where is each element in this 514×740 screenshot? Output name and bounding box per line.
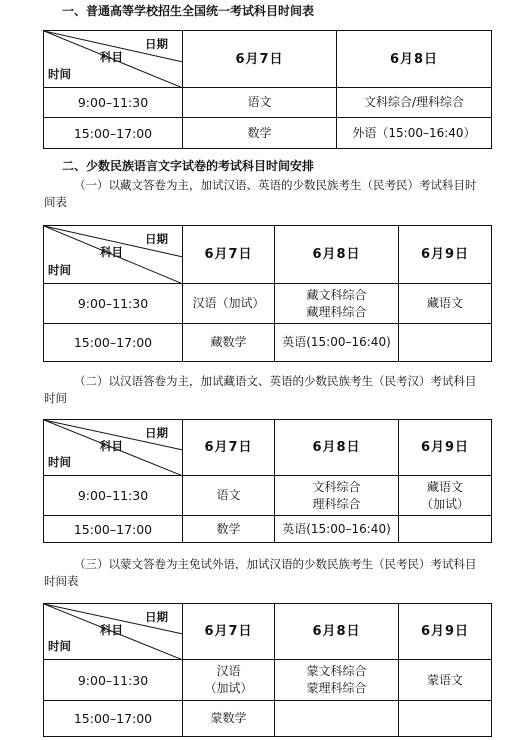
schedule-table-2 xyxy=(43,225,492,362)
subject-cell: 藏数学 xyxy=(183,324,275,362)
table-row xyxy=(44,660,492,701)
table-row xyxy=(44,324,492,362)
sub3-intro: （三）以蒙文答卷为主免试外语，加试汉语的少数民族考生（民考民）考试科目时间表 xyxy=(44,557,477,588)
time-cell: 15:00–17:00 xyxy=(44,118,183,149)
schedule-table-3 xyxy=(43,419,492,543)
subject-cell: 语文 xyxy=(183,88,337,118)
subject-cell xyxy=(399,701,492,737)
date-header: 6月7日 xyxy=(183,226,275,284)
subject-line: 藏理科综合 xyxy=(306,304,367,319)
corner-time-label: 时间 xyxy=(48,639,71,653)
time-cell: 9:00–11:30 xyxy=(44,476,183,516)
subject-cell: 蒙数学 xyxy=(183,701,275,737)
time-cell: 9:00–11:30 xyxy=(44,660,183,701)
corner-date-label: 日期 xyxy=(145,232,168,246)
date-header: 6月7日 xyxy=(183,604,275,660)
date-header: 6月8日 xyxy=(275,604,399,660)
sub2-intro: （二）以汉语答卷为主，加试藏语文、英语的少数民族考生（民考汉）考试科目时间 xyxy=(44,374,477,405)
corner-header xyxy=(44,420,183,476)
date-header: 6月7日 xyxy=(183,31,337,88)
time-cell: 9:00–11:30 xyxy=(44,88,183,118)
subject-cell xyxy=(399,324,492,362)
corner-date-label: 日期 xyxy=(145,37,168,51)
subject-line: 理科综合 xyxy=(312,496,361,511)
corner-subject-label: 科目 xyxy=(100,245,123,259)
corner-header xyxy=(44,226,183,284)
corner-subject-label: 科目 xyxy=(100,439,123,453)
subject-line: 汉语 xyxy=(216,664,241,678)
subject-cell xyxy=(275,660,399,701)
subject-cell xyxy=(183,660,275,701)
subject-cell: 汉语（加试） xyxy=(183,284,275,324)
corner-time-label: 时间 xyxy=(48,67,71,81)
time-cell: 9:00–11:30 xyxy=(44,284,183,324)
date-header: 6月8日 xyxy=(275,420,399,476)
corner-header xyxy=(44,31,183,88)
table-row xyxy=(44,284,492,324)
date-header: 6月9日 xyxy=(399,420,492,476)
subject-cell: 藏语文 xyxy=(399,284,492,324)
date-header: 6月9日 xyxy=(399,604,492,660)
subject-cell xyxy=(399,476,492,516)
section1-title: 一、普通高等学校招生全国统一考试科目时间表 xyxy=(62,4,315,18)
date-header: 6月8日 xyxy=(275,226,399,284)
time-cell: 15:00–17:00 xyxy=(44,516,183,543)
subject-cell xyxy=(275,284,399,324)
schedule-table-1 xyxy=(43,30,492,149)
time-cell: 15:00–17:00 xyxy=(44,701,183,737)
date-header: 6月7日 xyxy=(183,420,275,476)
table-row xyxy=(44,701,492,737)
subject-cell: 蒙语文 xyxy=(399,660,492,701)
subject-cell: 文科综合/理科综合 xyxy=(337,88,492,118)
corner-date-label: 日期 xyxy=(145,426,168,440)
subject-cell: 数学 xyxy=(183,118,337,149)
subject-line: （加试） xyxy=(204,681,253,695)
corner-header xyxy=(44,604,183,660)
table-row xyxy=(44,88,492,118)
subject-cell: 语文 xyxy=(183,476,275,516)
subject-cell xyxy=(275,701,399,737)
date-header: 6月8日 xyxy=(337,31,492,88)
subject-cell: 数学 xyxy=(183,516,275,543)
corner-time-label: 时间 xyxy=(48,455,71,469)
subject-line: 蒙文科综合 xyxy=(306,664,367,678)
corner-time-label: 时间 xyxy=(48,263,71,277)
table-row xyxy=(44,516,492,543)
subject-cell: 英语(15:00–16:40) xyxy=(275,324,399,362)
corner-subject-label: 科目 xyxy=(100,623,123,637)
corner-subject-label: 科目 xyxy=(100,50,123,64)
subject-line: 藏文科综合 xyxy=(306,287,367,302)
subject-cell: 英语(15:00–16:40) xyxy=(275,516,399,543)
subject-line: 蒙理科综合 xyxy=(306,681,367,695)
subject-cell xyxy=(275,476,399,516)
time-cell: 15:00–17:00 xyxy=(44,324,183,362)
subject-line: 藏语文 xyxy=(426,479,463,494)
subject-cell xyxy=(399,516,492,543)
corner-date-label: 日期 xyxy=(145,610,168,624)
table-row xyxy=(44,118,492,149)
schedule-table-4 xyxy=(43,603,492,737)
subject-cell: 外语（15:00–16:40） xyxy=(337,118,492,149)
subject-line: （加试） xyxy=(420,496,469,511)
table-row xyxy=(44,476,492,516)
sub1-intro: （一）以藏文答卷为主，加试汉语、英语的少数民族考生（民考民）考试科目时间表 xyxy=(44,178,477,209)
subject-line: 文科综合 xyxy=(312,479,361,494)
date-header: 6月9日 xyxy=(399,226,492,284)
section2-title: 二、少数民族语言文字试卷的考试科目时间安排 xyxy=(62,159,315,173)
